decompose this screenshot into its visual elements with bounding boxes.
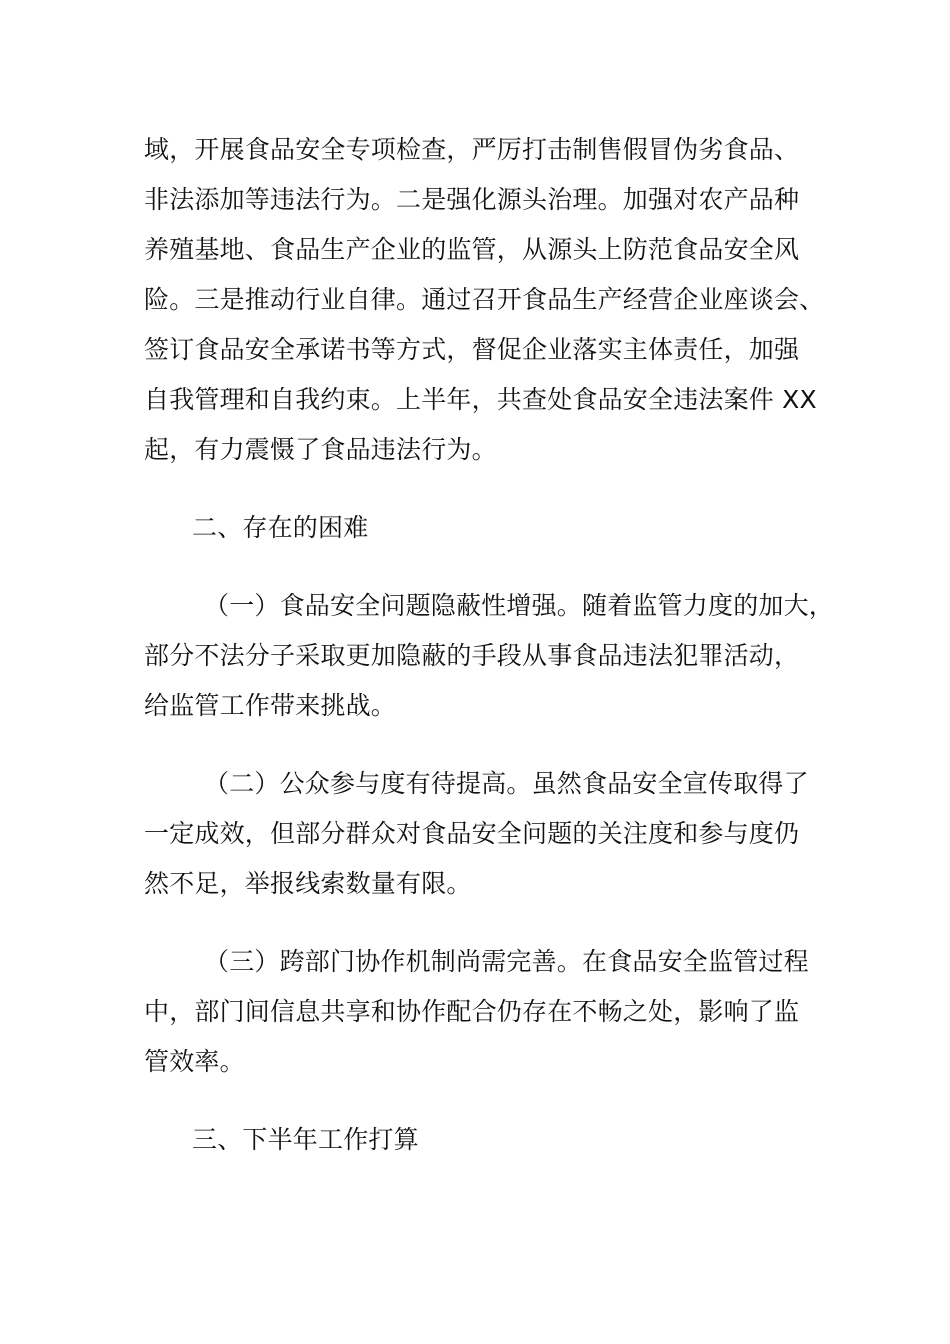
item-1-line: 给监管工作带来挑战。 (144, 691, 397, 720)
item-2-line: （二）公众参与度有待提高。虽然食品安全宣传取得了 (204, 769, 809, 798)
item-1-line: （一）食品安全问题隐蔽性增强。随着监管力度的加大， (204, 591, 835, 620)
paragraph-line: 非法添加等违法行为。二是强化源头治理。加强对农产品种 (144, 185, 800, 214)
section-heading-plans: 三、下半年工作打算 (192, 1125, 419, 1154)
paragraph-line: 险。三是推动行业自律。通过召开食品生产经营企业座谈会、 (144, 285, 825, 314)
section-heading-difficulties: 二、存在的困难 (192, 513, 369, 542)
paragraph-line: 域，开展食品安全专项检查，严厉打击制售假冒伪劣食品、 (144, 135, 800, 164)
paragraph-line: 起，有力震慑了食品违法行为。 (144, 435, 497, 464)
paragraph-line: 自我管理和自我约束。上半年，共查处食品安全违法案件 XX (144, 385, 817, 414)
item-1-line: 部分不法分子采取更加隐蔽的手段从事食品违法犯罪活动， (144, 641, 800, 670)
item-3-line: 中，部门间信息共享和协作配合仍存在不畅之处，影响了监 (144, 997, 800, 1026)
item-2-line: 一定成效，但部分群众对食品安全问题的关注度和参与度仍 (144, 819, 800, 848)
paragraph-line: 签订食品安全承诺书等方式，督促企业落实主体责任，加强 (144, 335, 800, 364)
paragraph-line: 养殖基地、食品生产企业的监管，从源头上防范食品安全风 (144, 235, 800, 264)
item-3-line: （三）跨部门协作机制尚需完善。在食品安全监管过程 (204, 947, 809, 976)
item-2-line: 然不足，举报线索数量有限。 (144, 869, 472, 898)
item-3-line: 管效率。 (144, 1047, 245, 1076)
